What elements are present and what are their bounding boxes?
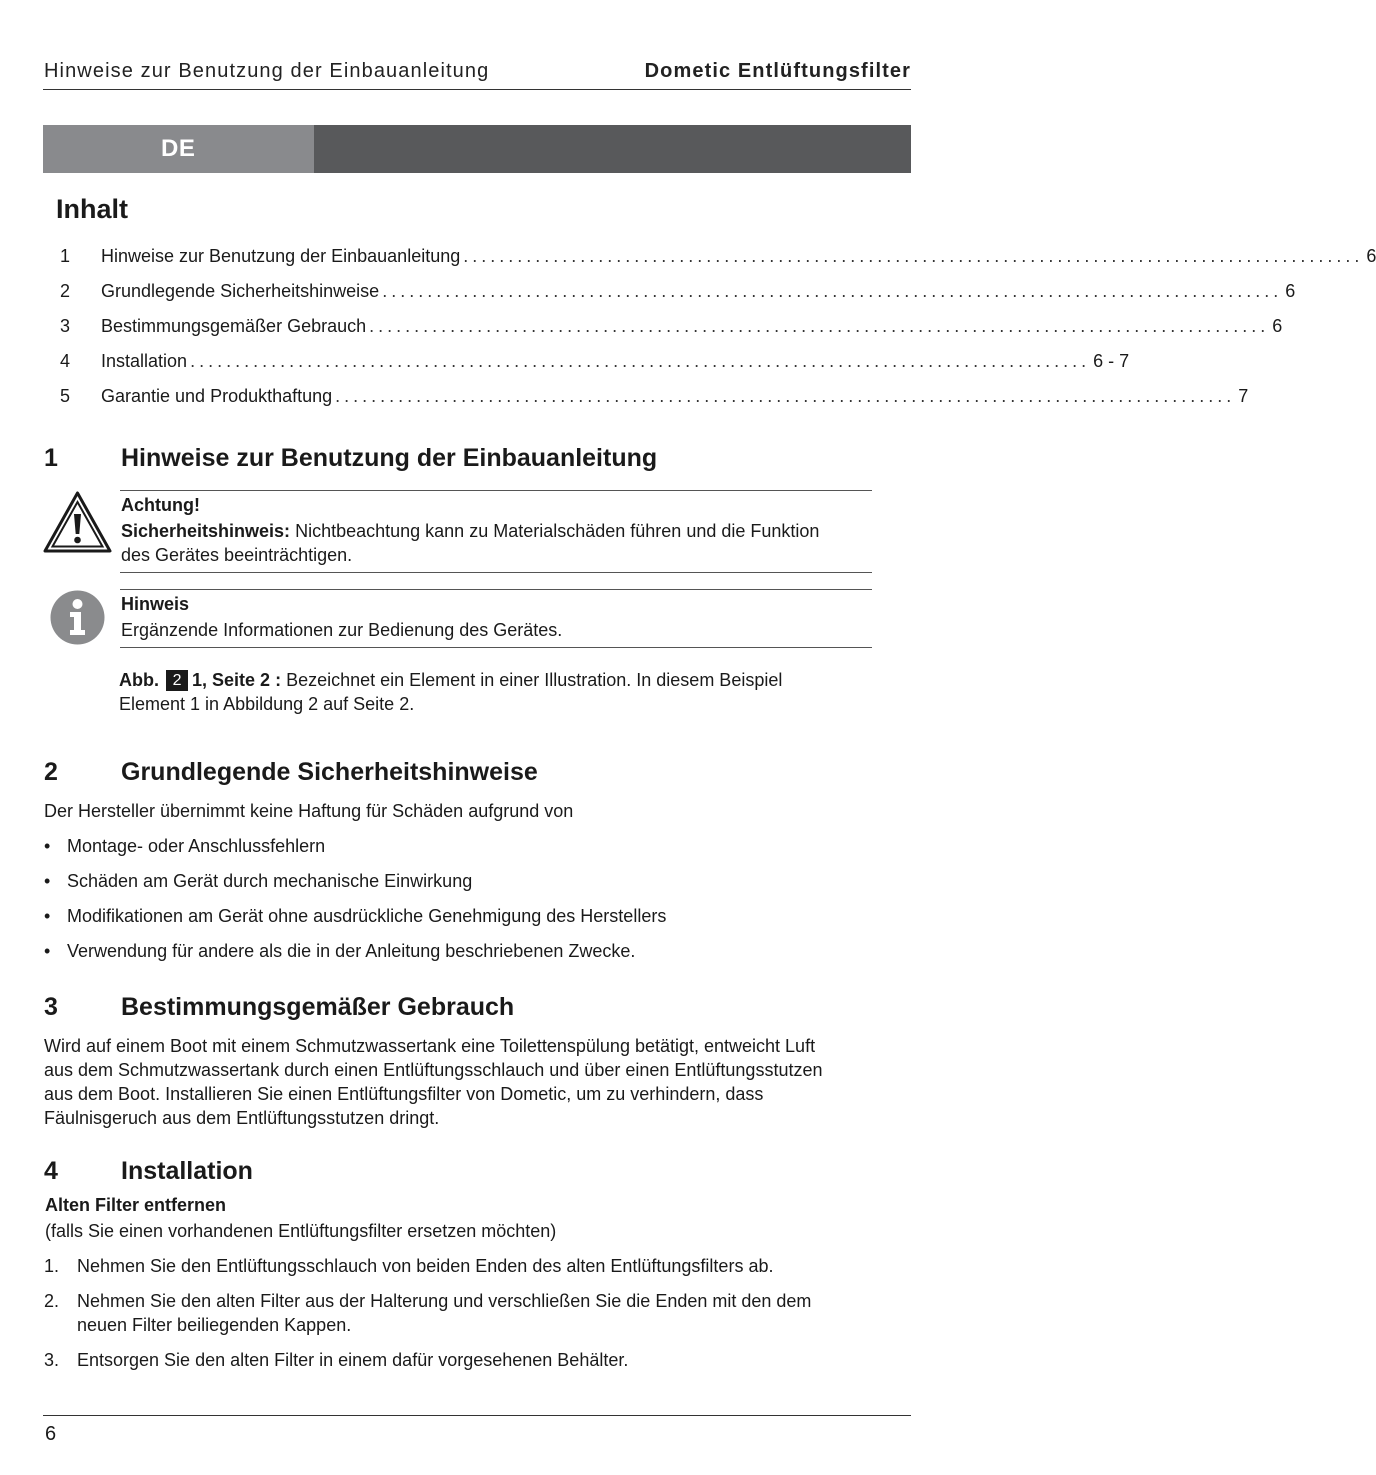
warning-text-line2: des Gerätes beeinträchtigen. <box>121 545 353 565</box>
section-heading <box>44 1157 253 1186</box>
toc-entry[interactable] <box>60 246 1376 270</box>
step-item <box>44 1348 884 1372</box>
figure-number-box: 2 <box>166 670 188 691</box>
running-header-left: Hinweise zur Benutzung der Einbauanleitung <box>44 60 490 82</box>
warning-title: Achtung! <box>121 495 200 515</box>
section-number: 2 <box>44 758 58 786</box>
step-text-line: Nehmen Sie den alten Filter aus der Halterung und verschließen Sie die Enden mit den dem <box>77 1291 812 1311</box>
toc-entry[interactable] <box>60 351 1130 375</box>
toc-entry-number: 5 <box>60 386 71 406</box>
step-text: Entsorgen Sie den alten Filter in einem dafür vorgesehenen Behälter. <box>77 1350 629 1370</box>
toc-entry-page: 6 <box>1366 246 1376 266</box>
step-text <box>77 1289 811 1337</box>
toc-entry-page: 7 <box>1238 386 1249 406</box>
footer-rule <box>43 1415 911 1416</box>
info-icon <box>50 590 105 645</box>
warning-label: Sicherheitshinweis: <box>121 521 291 541</box>
toc-entry-number: 1 <box>60 246 71 266</box>
list-item: • Modifikationen am Gerät ohne ausdrückliche Genehmigung des Herstellers <box>44 906 667 926</box>
subsection-heading: Alten Filter entfernen <box>45 1195 227 1215</box>
info-title: Hinweis <box>121 594 190 614</box>
warning-text <box>121 519 873 567</box>
toc-entry[interactable] <box>60 281 1296 305</box>
notice-rule-bottom <box>120 572 872 573</box>
language-code: DE <box>161 135 196 162</box>
list-item-text: Schäden am Gerät durch mechanische Einwirkung <box>67 871 473 891</box>
section-number: 3 <box>44 993 58 1021</box>
figure-reference <box>119 668 871 716</box>
figure-reference-position: 1, Seite 2 : <box>192 670 282 690</box>
toc-entry-title: Bestimmungsgemäßer Gebrauch <box>101 316 367 336</box>
notice-rule-top <box>120 589 872 590</box>
toc-entry-title: Installation <box>101 351 188 371</box>
toc-entry-page: 6 <box>1272 316 1283 336</box>
step-text: Nehmen Sie den Entlüftungsschlauch von beiden Enden des alten Entlüftungsfilters ab. <box>77 1256 774 1276</box>
section-number: 4 <box>44 1157 58 1185</box>
toc-entry[interactable] <box>60 316 1283 340</box>
section-number: 1 <box>44 444 58 472</box>
toc-leader: .................................................................................................... <box>335 386 1236 406</box>
section-heading <box>44 444 657 473</box>
list-item: • Schäden am Gerät durch mechanische Einwirkung <box>44 871 473 891</box>
toc-leader: .................................................................................................... <box>190 351 1091 371</box>
list-item-text: Verwendung für andere als die in der Anleitung beschriebenen Zwecke. <box>67 941 636 961</box>
section-title: Bestimmungsgemäßer Gebrauch <box>121 993 515 1021</box>
warning-text-line1: Nichtbeachtung kann zu Materialschäden führen und die Funktion <box>295 521 820 541</box>
toc-entry-number: 3 <box>60 316 71 336</box>
list-item-text: Modifikationen am Gerät ohne ausdrückliche Genehmigung des Herstellers <box>67 906 667 926</box>
toc-leader: .................................................................................................... <box>382 281 1283 301</box>
section-heading <box>44 758 538 787</box>
warning-triangle-icon <box>43 491 112 554</box>
section-title: Hinweise zur Benutzung der Einbauanleitung <box>121 444 658 472</box>
toc-entry-page: 6 <box>1285 281 1296 301</box>
step-item <box>44 1254 884 1278</box>
toc-entry-title: Hinweise zur Benutzung der Einbauanleitung <box>101 246 461 266</box>
toc-leader: .................................................................................................... <box>369 316 1270 336</box>
paragraph-line: Wird auf einem Boot mit einem Schmutzwassertank eine Toilettenspülung betätigt, entweicht Luft <box>44 1036 816 1056</box>
page-number: 6 <box>45 1423 57 1445</box>
notice-rule-bottom <box>120 647 872 648</box>
figure-reference-text-line2: Element 1 in Abbildung 2 auf Seite 2. <box>119 694 415 714</box>
section-heading <box>44 993 514 1022</box>
step-number: 2. <box>44 1291 60 1311</box>
toc-entry-number: 2 <box>60 281 71 301</box>
running-header-right: Dometic Entlüftungsfilter <box>644 60 911 82</box>
paragraph-line: aus dem Boot. Installieren Sie einen Entlüftungsfilter von Dometic, um zu verhindern, dass <box>44 1084 764 1104</box>
section-intro: Der Hersteller übernimmt keine Haftung für Schäden aufgrund von <box>44 801 574 821</box>
paragraph-line: Fäulnisgeruch aus dem Entlüftungsstutzen dringt. <box>44 1108 440 1128</box>
section-title: Installation <box>121 1157 253 1185</box>
toc-title: Inhalt <box>56 194 128 224</box>
subsection-note: (falls Sie einen vorhandenen Entlüftungsfilter ersetzen möchten) <box>45 1221 557 1241</box>
toc-entry-title: Grundlegende Sicherheitshinweise <box>101 281 380 301</box>
step-text-line: neuen Filter beiliegenden Kappen. <box>77 1315 352 1335</box>
section-paragraph <box>44 1034 904 1130</box>
toc-entry-title: Garantie und Produkthaftung <box>101 386 333 406</box>
paragraph-line: aus dem Schmutzwassertank durch einen Entlüftungsschlauch und über einen Entlüftungsstutzen <box>44 1060 823 1080</box>
language-band <box>43 125 911 173</box>
step-number: 1. <box>44 1256 60 1276</box>
notice-rule-top <box>120 490 872 491</box>
list-item: • Verwendung für andere als die in der Anleitung beschriebenen Zwecke. <box>44 941 636 961</box>
toc-entry-number: 4 <box>60 351 71 371</box>
toc-entry-page: 6 - 7 <box>1093 351 1130 371</box>
figure-reference-label: Abb. <box>119 670 159 690</box>
info-text: Ergänzende Informationen zur Bedienung des Gerätes. <box>121 620 563 640</box>
list-item-text: Montage- oder Anschlussfehlern <box>67 836 326 856</box>
section-title: Grundlegende Sicherheitshinweise <box>121 758 538 786</box>
figure-reference-text-line1: Bezeichnet ein Element in einer Illustration. In diesem Beispiel <box>286 670 783 690</box>
step-number: 3. <box>44 1350 60 1370</box>
header-rule <box>43 89 911 90</box>
list-item: • Montage- oder Anschlussfehlern <box>44 836 326 856</box>
toc-entry[interactable] <box>60 386 1249 410</box>
step-item <box>44 1289 884 1337</box>
toc-leader: .................................................................................................... <box>463 246 1364 266</box>
